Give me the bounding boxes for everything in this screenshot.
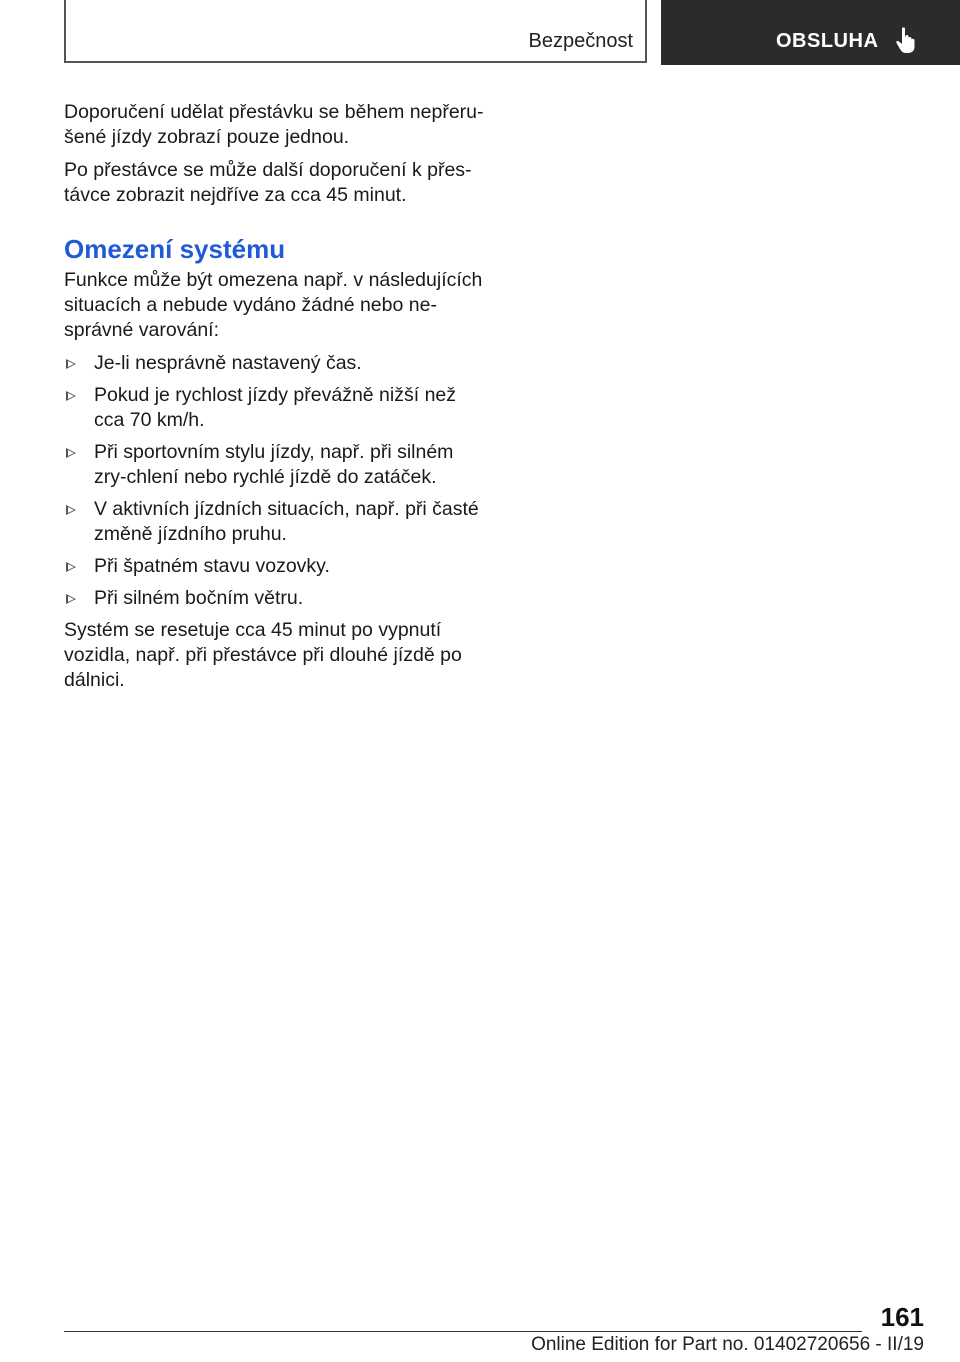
list-item: [64, 383, 484, 433]
list-item: [64, 586, 484, 611]
bullet-triangle-icon: [66, 562, 76, 572]
list-item: [64, 440, 484, 490]
section-title: Bezpečnost: [528, 30, 633, 52]
main-content: [64, 100, 484, 701]
footer-divider: [64, 1331, 862, 1332]
page-number: 161: [880, 1302, 924, 1332]
edition-footer: Online Edition for Part no. 01402720656 - II/19: [531, 1334, 924, 1355]
bullet-triangle-icon: [66, 448, 76, 458]
header-section-box: [64, 0, 647, 63]
bullet-triangle-icon: [66, 594, 76, 604]
intro-paragraph-2: Po přestávce se může další doporučení k přes-távce zobrazit nejdříve za cca 45 minut.: [64, 159, 472, 206]
list-item-text: V aktivních jízdních situacích, např. při časté změně jízdního pruhu.: [94, 498, 479, 545]
list-item: [64, 554, 484, 579]
intro-paragraph-1: Doporučení udělat přestávku se během nepřeru-šené jízdy zobrazí pouze jednou.: [64, 101, 484, 148]
closing-paragraph: Systém se resetuje cca 45 minut po vypnutí vozidla, např. při přestávce při dlouhé jízdě po dálnici.: [64, 619, 462, 691]
hand-pointer-icon: [895, 26, 919, 54]
list-item: [64, 351, 484, 376]
chapter-title: OBSLUHA: [776, 30, 879, 52]
list-item-text: Pokud je rychlost jízdy převážně nižší než cca 70 km/h.: [94, 384, 457, 431]
list-item-text: Je-li nesprávně nastavený čas.: [94, 352, 362, 374]
header-chapter-tab: [661, 0, 960, 65]
bullet-triangle-icon: [66, 359, 76, 369]
list-item-text: Při sportovním stylu jízdy, např. při silném zry-chlení nebo rychlé jízdě do zatáček.: [94, 441, 454, 488]
limitations-list: [64, 351, 484, 611]
list-item: [64, 497, 484, 547]
list-item-text: Při špatném stavu vozovky.: [94, 555, 330, 577]
lead-paragraph: Funkce může být omezena např. v následujících situacích a nebude vydáno žádné nebo ne-správné varování:: [64, 269, 483, 341]
bullet-triangle-icon: [66, 391, 76, 401]
list-item-text: Při silném bočním větru.: [94, 587, 304, 609]
section-heading: Omezení systému: [64, 234, 286, 264]
bullet-triangle-icon: [66, 505, 76, 515]
